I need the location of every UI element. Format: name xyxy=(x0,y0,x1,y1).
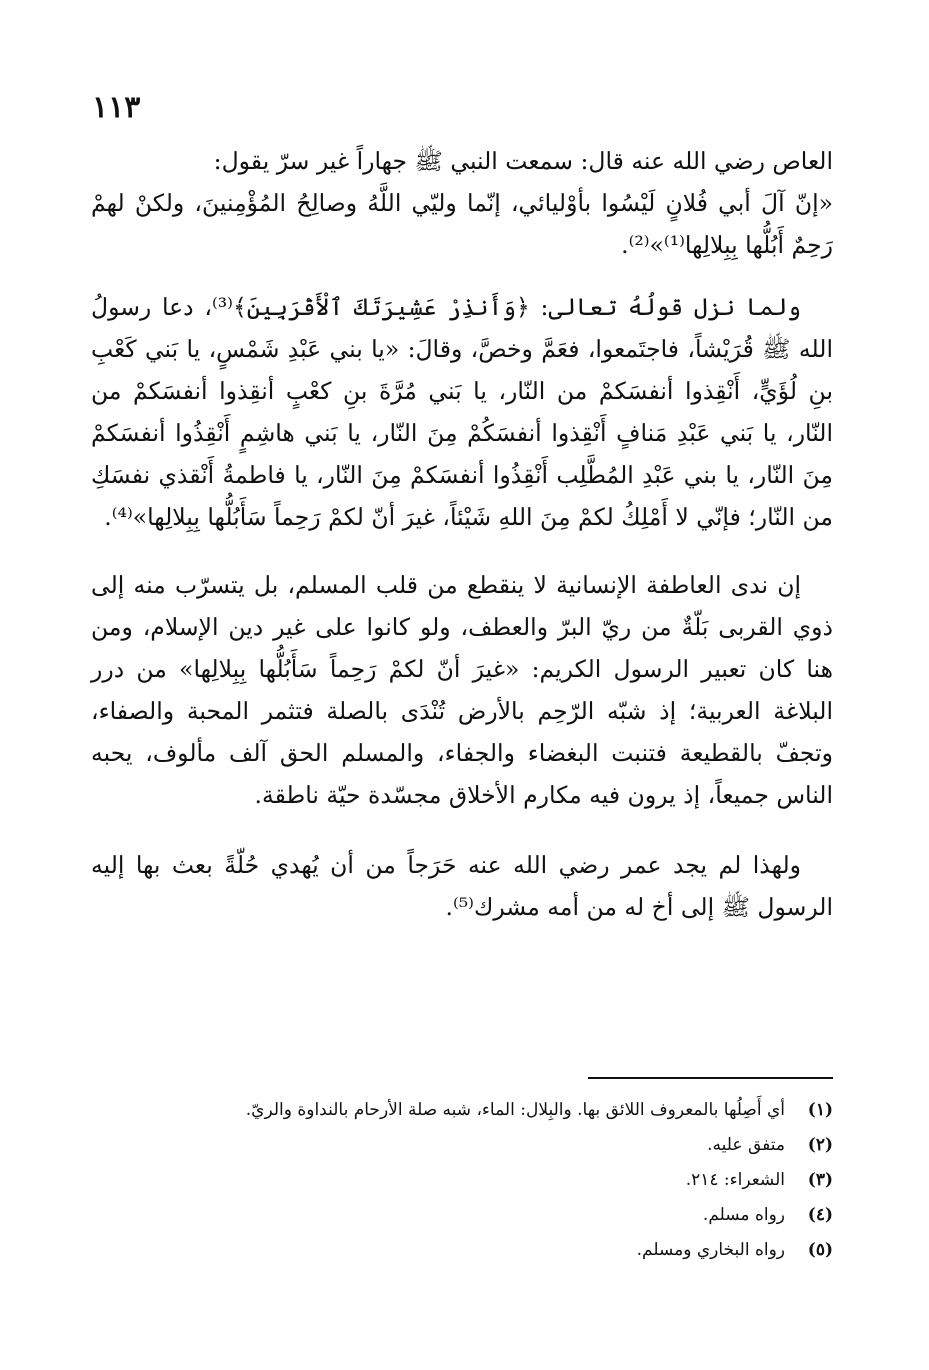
footnote-number: (١) xyxy=(807,1100,833,1120)
footnote-item xyxy=(91,1093,833,1128)
paragraph-intro: العاص رضي الله عنه قال: سمعت النبي ﷺ جهاراً غير سرّ يقول: xyxy=(213,147,833,175)
paragraph-omar: ولهذا لم يجد عمر رضي الله عنه حَرَجاً من أن يُهدي حُلّةً بعث بها إليه الرسول ﷺ إلى أخ له من أمه مشرك⁽⁵⁾. xyxy=(91,851,833,921)
footnote-text: الشعراء: ٢١٤. xyxy=(685,1170,785,1190)
footnote-number: (٢) xyxy=(807,1135,833,1155)
footnote-divider xyxy=(588,1077,833,1079)
paragraph-hadith-quote: «إنّ آلَ أبي فُلانٍ لَيْسُوا بأوْليائي، إنّما وليّي اللَّهُ وصالِحُ المُؤْمِنينَ، ولكنْ لهمْ رَحِمٌ أَبُلُّها بِبِلالِها⁽¹⁾»⁽²⁾. xyxy=(91,189,833,259)
footnote-number: (٤) xyxy=(807,1205,833,1225)
main-text xyxy=(91,140,833,928)
paragraph-verse-hadith: ولما نزل قولُهُ تعالى: ﴿وَأَنذِرْ عَشِيرَتَكَ ٱلْأَقْرَبِينَ﴾⁽³⁾، دعا رسولُ الله ﷺ قُرَيْشاً، فاجتَمعوا، فعَمَّ وخصَّ، وقالَ: «يا بني عَبْدِ شَمْسٍ، يا بَني كَعْبِ بنِ لُؤَيٍّ، أَنْقِذوا أنفسَكمْ من النّار، يا بَني مُرَّةَ بنِ كعْبٍ أنقِذوا أنفسَكمْ من النّار، يا بَني عَبْدِ مَنافٍ أَنْقِذوا أنفسَكُمْ مِنَ النّار، يا بَني هاشِمٍ أَنْقِذُوا أنفسَكمْ مِنَ النّار، يا بني عَبْدِ المُطَّلِب أَنْقِذُوا أنفسَكمْ مِنَ النّار، يا فاطمةُ أَنْقذي نفسَكِ من النّار؛ فإنّي لا أَمْلِكُ لكمْ مِنَ اللهِ شَيْئاً، غيرَ أنّ لكمْ رَحِماً سَأَبُلُّها بِبِلالِها»⁽⁴⁾. xyxy=(91,293,833,531)
paragraph-reflection: إن ندى العاطفة الإنسانية لا ينقطع من قلب المسلم، بل يتسرّب منه إلى ذوي القربى بَلّةٌ من ريّ البرّ والعطف، ولو كانوا على غير دين الإسلام، ومن هنا كان تعبير الرسول الكريم: «غيرَ أنّ لكمْ رَحِماً سَأَبُلُّها بِبِلالِها» من درر البلاغة العربية؛ إذ شبّه الرّحِم بالأرض تُنْدَى بالصلة فتثمر المحبة والصفاء، وتجفّ بالقطيعة فتنبت البغضاء والجفاء، والمسلم الحق آلف مألوف، يحبه الناس جميعاً، إذ يرون فيه مكارم الأخلاق مجسّدة حيّة ناطقة. xyxy=(91,571,833,809)
footnote-item xyxy=(91,1233,833,1268)
footnote-number: (٥) xyxy=(807,1240,833,1260)
footnote-number: (٣) xyxy=(807,1170,833,1190)
footnote-item xyxy=(91,1163,833,1198)
footnote-item xyxy=(91,1128,833,1163)
footnote-text: رواه مسلم. xyxy=(702,1205,785,1225)
footnotes xyxy=(91,1093,833,1268)
footnote-text: متفق عليه. xyxy=(707,1135,785,1155)
footnote-text: أي أَصِلُها بالمعروف اللائق بها. والبِلال: الماء، شبه صلة الأرحام بالنداوة والريّ. xyxy=(245,1100,785,1120)
footnote-text: رواه البخاري ومسلم. xyxy=(636,1240,785,1260)
footnote-item xyxy=(91,1198,833,1233)
page-number: ١١٣ xyxy=(92,90,141,125)
